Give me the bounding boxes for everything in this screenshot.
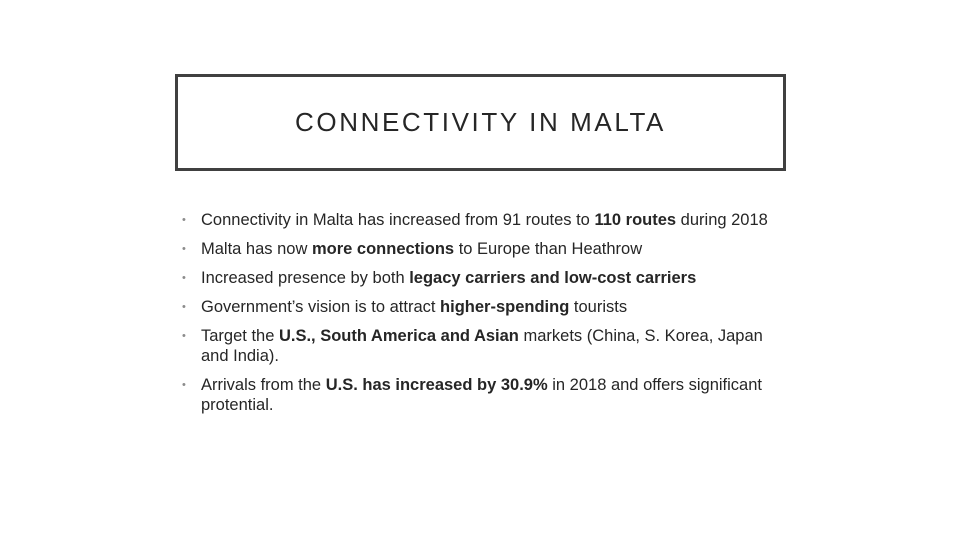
bullet-text [201,240,642,258]
bullet-item-4 [182,297,782,317]
bullet-text-run: Connectivity in Malta has increased from 91 routes to [201,211,595,229]
bullet-text-run: Malta has now [201,240,312,258]
bullet-item-3 [182,268,782,288]
bullet-text-run: during 2018 [676,211,768,229]
bullet-text-emphasis: legacy carriers and low-cost carriers [409,269,697,287]
bullet-list [182,210,782,424]
bullet-item-6 [182,375,782,415]
bullet-text-run: markets (China, S. Korea, Japan and India). [201,327,763,365]
bullet-text-run: tourists [569,298,628,316]
bullet-text-run: Increased presence by both [201,269,410,287]
bullet-icon: • [182,214,186,226]
bullet-item-5 [182,326,782,366]
bullet-text [201,376,762,414]
bullet-text-run: Government’s vision is to attract [201,298,441,316]
bullet-text [201,211,768,229]
bullet-text-emphasis: U.S. has increased by 30.9% [325,376,548,394]
bullet-text-run: Arrivals from the [201,376,326,394]
bullet-text-emphasis: 110 routes [594,211,677,229]
bullet-item-2 [182,239,782,259]
bullet-icon: • [182,301,186,313]
title-box [175,74,786,171]
bullet-icon: • [182,272,186,284]
bullet-text [201,269,696,287]
bullet-item-1 [182,210,782,230]
bullet-text [201,298,627,316]
bullet-text-emphasis: more connections [311,240,455,258]
bullet-icon: • [182,330,186,342]
bullet-text-run: in 2018 and offers significant protential. [201,376,762,414]
slide-title: CONNECTIVITY IN MALTA [295,107,666,137]
bullet-text-emphasis: U.S., South America and Asian [278,327,519,345]
bullet-text-run: Target the [201,327,279,345]
bullet-icon: • [182,379,186,391]
bullet-text [201,327,763,365]
bullet-icon: • [182,243,186,255]
bullet-text-emphasis: higher-spending [440,298,570,316]
bullet-text-run: to Europe than Heathrow [454,240,643,258]
